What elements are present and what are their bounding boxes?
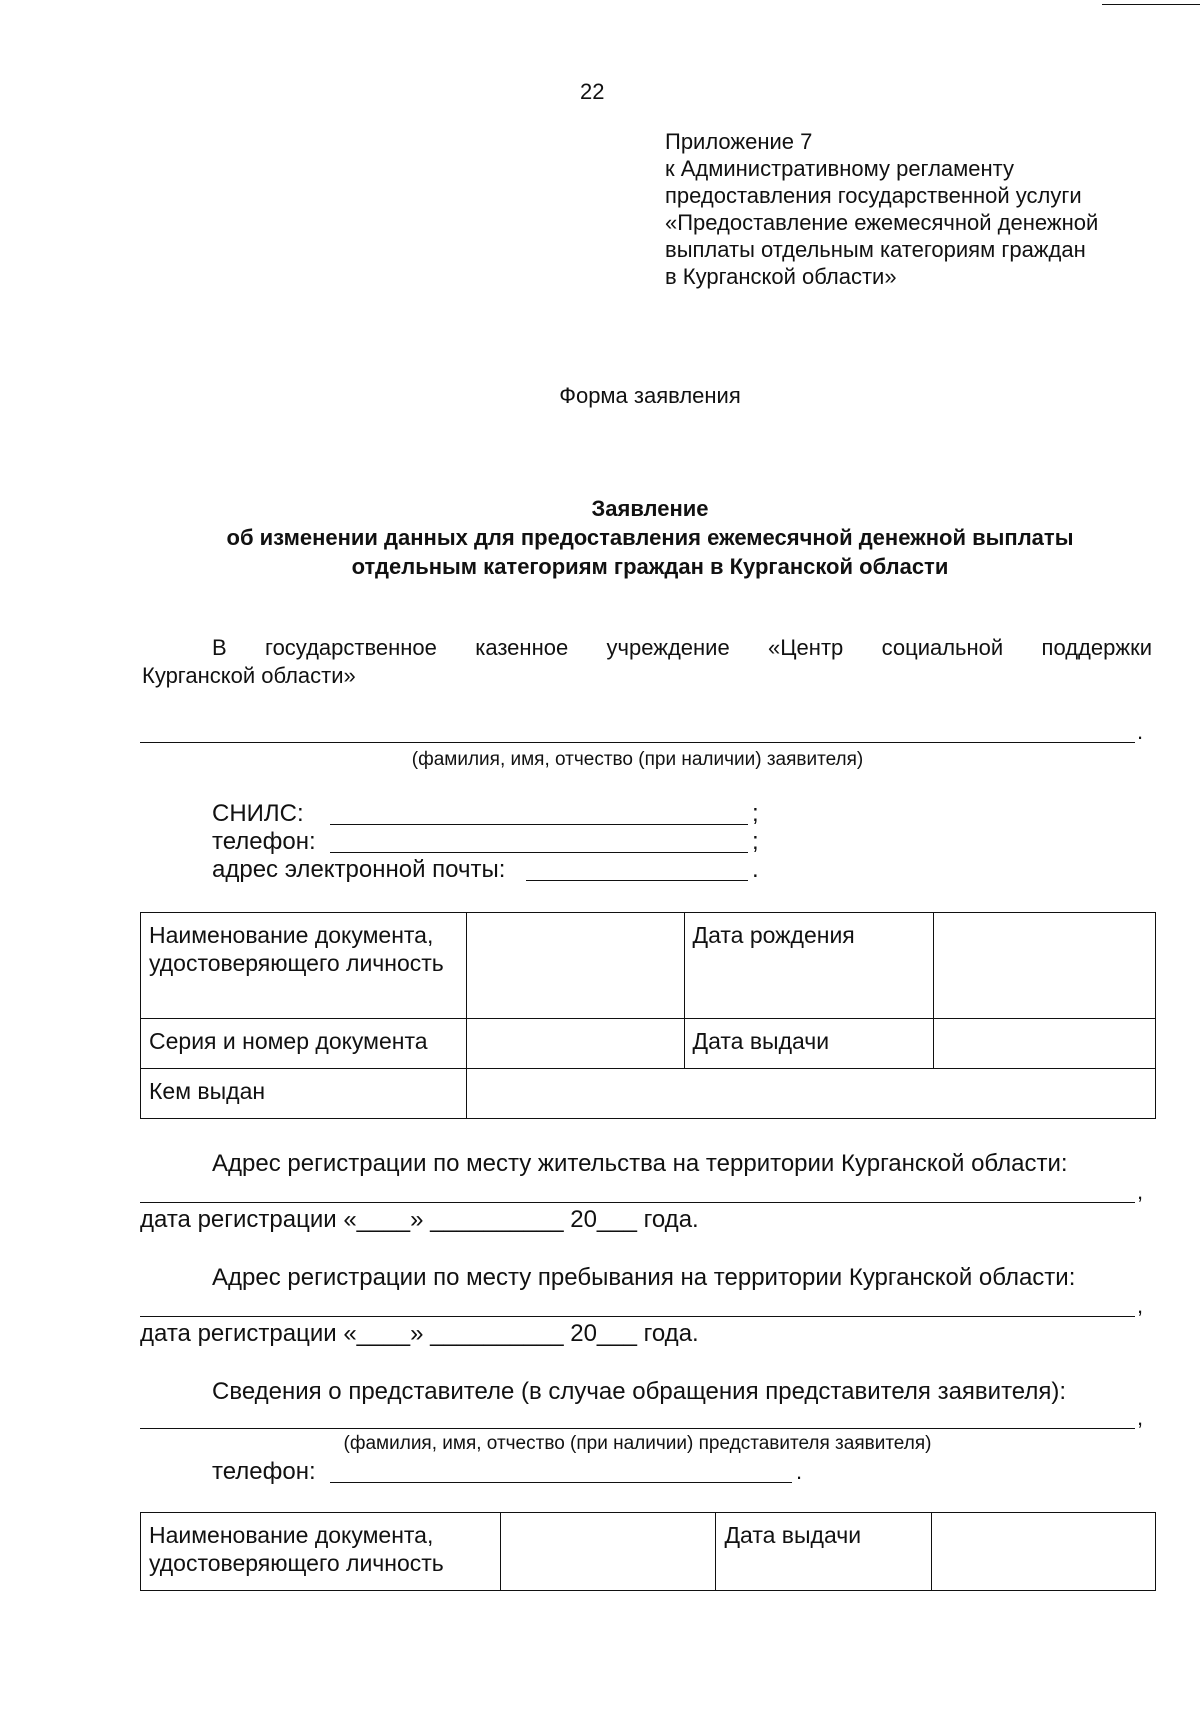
rep-doc-name-value[interactable] xyxy=(500,1513,716,1591)
punct-comma: , xyxy=(1137,1179,1144,1204)
addressee-line-2: Курганской области» xyxy=(142,663,356,688)
appendix-line: «Предоставление ежемесячной денежной xyxy=(665,210,1099,235)
title-line: Заявление xyxy=(591,496,709,521)
punct-dot: . xyxy=(752,856,759,883)
residence-address-field[interactable] xyxy=(140,1202,1135,1203)
punct-comma: , xyxy=(1137,1405,1144,1430)
appendix-block xyxy=(665,128,1195,290)
punct-comma: , xyxy=(1137,1293,1144,1318)
doc-name-value[interactable] xyxy=(466,913,684,1019)
appendix-line: Приложение 7 xyxy=(665,129,813,154)
addressee-word: учреждение xyxy=(606,635,730,660)
rep-issue-date-label: Дата выдачи xyxy=(716,1513,932,1591)
appendix-line: к Административному регламенту xyxy=(665,156,1015,181)
title-line: об изменении данных для предоставления ежемесячной денежной выплаты xyxy=(226,525,1074,550)
doc-name-label: Наименование документа, удостоверяющего личность xyxy=(141,913,467,1019)
representative-name-field[interactable] xyxy=(140,1428,1135,1429)
punct-dot: . xyxy=(1137,719,1144,744)
addressee-word: «Центр xyxy=(768,635,844,660)
issued-by-label: Кем выдан xyxy=(141,1069,467,1119)
appendix-line: в Курганской области» xyxy=(665,264,897,289)
applicant-name-field[interactable] xyxy=(140,742,1135,743)
identity-document-table xyxy=(140,912,1156,1119)
punct-semicolon: ; xyxy=(752,800,759,827)
representative-phone-label: телефон: xyxy=(212,1458,316,1485)
series-number-label: Серия и номер документа xyxy=(141,1019,467,1069)
residence-date-line: дата регистрации «____» __________ 20___ года. xyxy=(140,1206,699,1233)
stay-date-line: дата регистрации «____» __________ 20___ года. xyxy=(140,1320,699,1347)
phone-field[interactable] xyxy=(330,852,748,853)
snils-label: СНИЛС: xyxy=(212,800,304,827)
applicant-name-caption: (фамилия, имя, отчество (при наличии) заявителя) xyxy=(411,749,864,770)
series-number-value[interactable] xyxy=(466,1019,684,1069)
addressee-word: социальной xyxy=(881,635,1004,660)
appendix-line: выплаты отдельным категориям граждан xyxy=(665,237,1086,262)
appendix-line: предоставления государственной услуги xyxy=(665,183,1082,208)
stay-heading: Адрес регистрации по месту пребывания на территории Курганской области: xyxy=(212,1264,1076,1291)
page-number: 22 xyxy=(580,79,605,104)
rep-issue-date-value[interactable] xyxy=(932,1513,1156,1591)
addressee-word: казенное xyxy=(475,635,569,660)
email-field[interactable] xyxy=(526,880,748,881)
phone-label: телефон: xyxy=(212,828,316,855)
document-title xyxy=(130,494,1170,581)
title-line: отдельным категориям граждан в Курганской области xyxy=(351,554,949,579)
punct-semicolon: ; xyxy=(752,828,759,855)
punct-dot: . xyxy=(796,1459,803,1484)
addressee-word: государственное xyxy=(265,635,437,660)
representative-name-caption: (фамилия, имя, отчество (при наличии) представителя заявителя) xyxy=(343,1433,932,1454)
representative-document-table xyxy=(140,1512,1156,1591)
form-caption: Форма заявления xyxy=(559,383,741,408)
issued-by-value[interactable] xyxy=(466,1069,1155,1119)
birth-date-value[interactable] xyxy=(934,913,1156,1019)
addressee-line xyxy=(212,634,1152,662)
residence-heading: Адрес регистрации по месту жительства на территории Курганской области: xyxy=(212,1150,1068,1177)
addressee-word: В xyxy=(212,635,227,660)
email-label: адрес электронной почты: xyxy=(212,856,506,883)
addressee-word: поддержки xyxy=(1041,635,1152,660)
representative-phone-field[interactable] xyxy=(330,1482,792,1483)
issue-date-value[interactable] xyxy=(934,1019,1156,1069)
scan-edge-line xyxy=(1102,4,1200,5)
issue-date-label: Дата выдачи xyxy=(684,1019,934,1069)
snils-field[interactable] xyxy=(330,824,748,825)
rep-doc-name-label: Наименование документа, удостоверяющего личность xyxy=(141,1513,501,1591)
birth-date-label: Дата рождения xyxy=(684,913,934,1019)
stay-address-field[interactable] xyxy=(140,1316,1135,1317)
representative-heading: Сведения о представителе (в случае обращения представителя заявителя): xyxy=(212,1378,1067,1405)
